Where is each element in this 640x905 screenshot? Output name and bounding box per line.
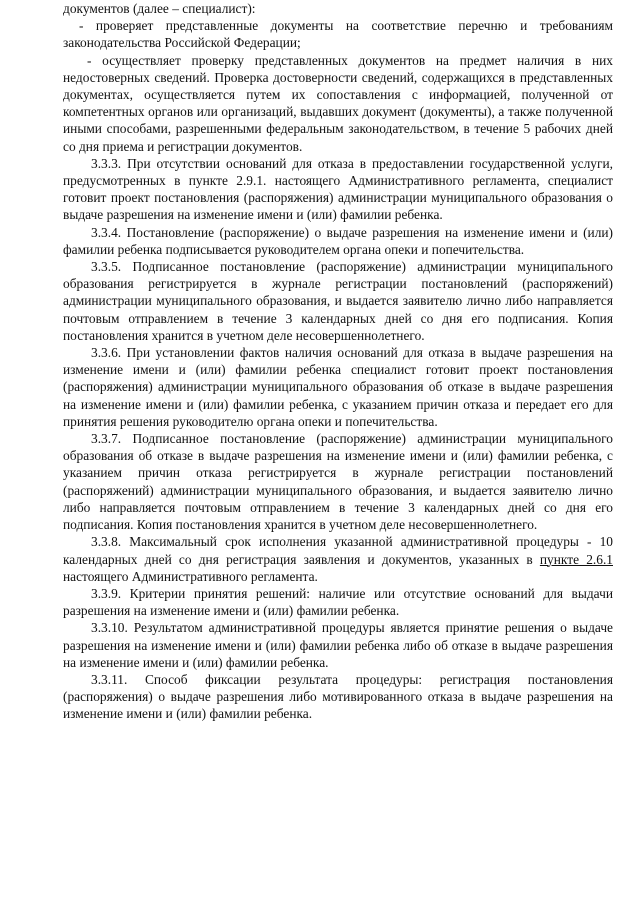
paragraph-3-3-4: 3.3.4. Постановление (распоряжение) о выдаче разрешения на изменение имени и (или) фамилии ребенка подписывается руководителем органа опеки и попечительства. xyxy=(63,224,613,257)
document-page xyxy=(63,0,613,723)
paragraph-3-3-8-text-end: настоящего Административного регламента. xyxy=(63,568,318,584)
paragraph-3-3-7: 3.3.7. Подписанное постановление (распоряжение) администрации муниципального образования об отказе в выдаче разрешения на изменение имени и (или) фамилии ребенка, с указанием причин отказа регистрируется в журнале регистрации постановлений (распоряжений) администрации муниципального образования, и выдается заявителю лично либо направляется почтовым отправлением в течение 3 календарных дней со дня его подписания. Копия постановления хранится в учетном деле несовершеннолетнего. xyxy=(63,431,613,533)
paragraph-check-reliability: - осуществляет проверку представленных документов на предмет наличия в них недостоверных сведений. Проверка достоверности сведений, содержащихся в представленных документах, осуществляется путем их сопоставления с информацией, полученной от компетентных органов или организаций, выдавших документ (документы), а также полученной иными способами, разрешенными федеральным законодательством, в течение 5 рабочих дней со дня приема и регистрации документов. xyxy=(63,52,613,154)
paragraph-3-3-11: 3.3.11. Способ фиксации результата процедуры: регистрация постановления (распоряжения) о выдаче разрешения либо мотивированного отказа в выдаче разрешения на изменение имени и (или) фамилии ребенка. xyxy=(63,671,613,722)
paragraph-specialist-definition: документов (далее – специалист): xyxy=(63,1,256,16)
paragraph-3-3-6: 3.3.6. При установлении фактов наличия оснований для отказа в выдаче разрешения на изменение имени и (или) фамилии ребенка специалист готовит проект постановления (распоряжения) администрации муниципального образования об отказе в выдаче разрешения на изменение имени и (или) фамилии ребенка, с указанием причин отказа и передает его для принятия решения руководителю органа опеки и попечительства. xyxy=(63,345,613,429)
paragraph-3-3-8-text-start: 3.3.8. Максимальный срок исполнения указанной административной процедуры - 10 календарных дней со дня регистрация заявления и документов, указанных в xyxy=(63,534,613,567)
reference-link-2-6-1[interactable]: пункте 2.6.1 xyxy=(539,551,613,567)
paragraph-3-3-9: 3.3.9. Критерии принятия решений: наличие или отсутствие оснований для выдачи разрешения на изменение имени и (или) фамилии ребенка. xyxy=(63,585,613,619)
paragraph-3-3-8 xyxy=(63,533,613,585)
paragraph-3-3-5: 3.3.5. Подписанное постановление (распоряжение) администрации муниципального образования регистрируется в журнале регистрации постановлений (распоряжений) администрации муниципального образования, и выдается заявителю лично либо направляется почтовым отправлением в течение 3 календарных дней со дня его подписания. Копия постановления хранится в учетном деле несовершеннолетнего. xyxy=(63,259,613,343)
paragraph-check-compliance: - проверяет представленные документы на соответствие перечню и требованиям законодательства Российской Федерации; xyxy=(63,18,613,51)
paragraph-3-3-3: 3.3.3. При отсутствии оснований для отказа в предоставлении государственной услуги, предусмотренных в пункте 2.9.1. настоящего Административного регламента, специалист готовит проект постановления (распоряжения) администрации муниципального образования о выдаче разрешения на изменение имени и (или) фамилии ребенка. xyxy=(63,155,613,223)
paragraph-3-3-10: 3.3.10. Результатом административной процедуры является принятие решения о выдаче разрешения на изменение имени и (или) фамилии ребенка либо об отказе в выдаче разрешения на изменение имени и (или) фамилии ребенка. xyxy=(63,620,613,670)
